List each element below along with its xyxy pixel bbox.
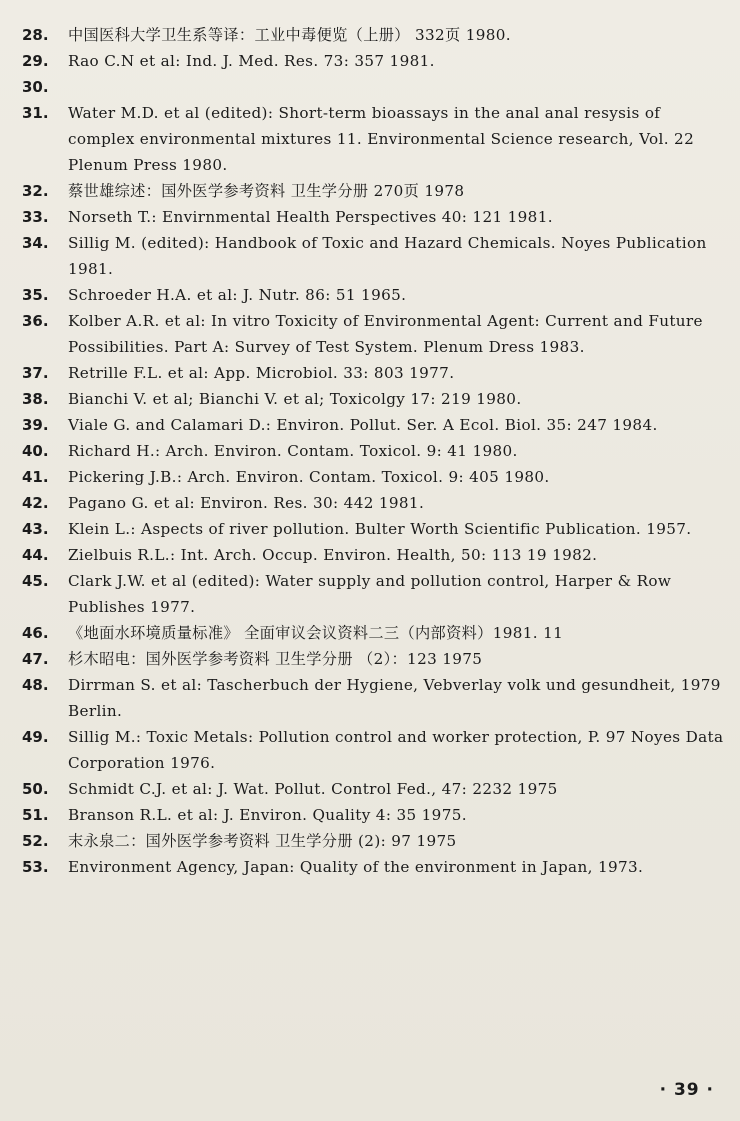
reference-number: 32. — [22, 182, 49, 200]
reference-number: 53. — [22, 858, 49, 876]
reference-text: 末永泉二：国外医学参考资料 卫生学分册 (2): 97 1975 — [68, 832, 457, 850]
reference-text: Dirrman S. et al: Tascherbuch der Hygiene, Vebverlay volk und gesundheit, 1979 Berlin. — [68, 676, 721, 720]
reference-item — [22, 828, 728, 854]
reference-text: Pagano G. et al: Environ. Res. 30: 442 1981. — [68, 494, 425, 512]
reference-text: 《地面水环境质量标准》 全面审议会议资料二三（内部资料）1981. 11 — [68, 624, 564, 642]
reference-item — [22, 542, 728, 568]
reference-number: 39. — [22, 416, 49, 434]
reference-item — [22, 412, 728, 438]
reference-text: 杉木昭电：国外医学参考资料 卫生学分册 （2）：123 1975 — [68, 650, 483, 668]
reference-text: Viale G. and Calamari D.: Environ. Pollut. Ser. A Ecol. Biol. 35: 247 1984. — [68, 416, 658, 434]
reference-number: 28. — [22, 26, 49, 44]
reference-number: 49. — [22, 728, 49, 746]
reference-item — [22, 854, 728, 880]
reference-item — [22, 776, 728, 802]
reference-number: 31. — [22, 104, 49, 122]
reference-text: Schroeder H.A. et al: J. Nutr. 86: 51 1965. — [68, 286, 407, 304]
reference-item — [22, 516, 728, 542]
reference-item — [22, 204, 728, 230]
reference-item — [22, 230, 728, 282]
reference-number: 52. — [22, 832, 49, 850]
reference-item — [22, 48, 728, 74]
reference-item — [22, 568, 728, 620]
reference-text: Clark J.W. et al (edited): Water supply and pollution control, Harper & Row Publishes 1977. — [68, 572, 672, 616]
reference-text: Water M.D. et al (edited): Short-term bioassays in the anal anal resysis of complex environmental mixtures 11. Environmental Science research, Vol. 22 Plenum Press 1980. — [68, 104, 695, 174]
reference-text: Sillig M.: Toxic Metals: Pollution control and worker protection, P. 97 Noyes Data Corporation 1976. — [68, 728, 724, 772]
reference-text: 蔡世雄综述：国外医学参考资料 卫生学分册 270页 1978 — [68, 182, 465, 200]
reference-item — [22, 464, 728, 490]
reference-text: Norseth T.: Envirnmental Health Perspectives 40: 121 1981. — [68, 208, 553, 226]
reference-text: Sillig M. (edited): Handbook of Toxic and Hazard Chemicals. Noyes Publication 1981. — [68, 234, 707, 278]
reference-number: 41. — [22, 468, 49, 486]
reference-item — [22, 386, 728, 412]
reference-text: Rao C.N et al: Ind. J. Med. Res. 73: 357 1981. — [68, 52, 435, 70]
reference-item — [22, 724, 728, 776]
reference-text: Zielbuis R.L.: Int. Arch. Occup. Environ. Health, 50: 113 19 1982. — [68, 546, 598, 564]
reference-text: Environment Agency, Japan: Quality of the environment in Japan, 1973. — [68, 858, 644, 876]
reference-list — [22, 22, 728, 880]
reference-number: 45. — [22, 572, 49, 590]
reference-number: 47. — [22, 650, 49, 668]
reference-text: Richard H.: Arch. Environ. Contam. Toxicol. 9: 41 1980. — [68, 442, 518, 460]
reference-item — [22, 360, 728, 386]
reference-number: 36. — [22, 312, 49, 330]
reference-number: 33. — [22, 208, 49, 226]
reference-number: 37. — [22, 364, 49, 382]
reference-item — [22, 74, 728, 100]
reference-number: 43. — [22, 520, 49, 538]
reference-item — [22, 178, 728, 204]
reference-item — [22, 646, 728, 672]
reference-item — [22, 282, 728, 308]
reference-number: 46. — [22, 624, 49, 642]
reference-text: Pickering J.B.: Arch. Environ. Contam. Toxicol. 9: 405 1980. — [68, 468, 550, 486]
reference-text: Kolber A.R. et al: In vitro Toxicity of Environmental Agent: Current and Future Possibilities. Part A: Survey of Test System. Plenum Dress 1983. — [68, 312, 703, 356]
reference-item — [22, 620, 728, 646]
reference-item — [22, 672, 728, 724]
reference-number: 38. — [22, 390, 49, 408]
reference-number: 48. — [22, 676, 49, 694]
reference-text: Retrille F.L. et al: App. Microbiol. 33: 803 1977. — [68, 364, 455, 382]
reference-number: 42. — [22, 494, 49, 512]
reference-text: Branson R.L. et al: J. Environ. Quality 4: 35 1975. — [68, 806, 467, 824]
reference-item — [22, 100, 728, 178]
reference-text: 中国医科大学卫生系等译：工业中毒便览（上册） 332页 1980. — [68, 26, 511, 44]
reference-item — [22, 308, 728, 360]
reference-number: 34. — [22, 234, 49, 252]
reference-number: 50. — [22, 780, 49, 798]
reference-number: 29. — [22, 52, 49, 70]
reference-number: 40. — [22, 442, 49, 460]
reference-number: 51. — [22, 806, 49, 824]
reference-number: 44. — [22, 546, 49, 564]
reference-text: Bianchi V. et al; Bianchi V. et al; Toxicolgy 17: 219 1980. — [68, 390, 522, 408]
reference-item — [22, 22, 728, 48]
reference-number: 30. — [22, 78, 49, 96]
reference-item — [22, 438, 728, 464]
reference-text: Klein L.: Aspects of river pollution. Bulter Worth Scientific Publication. 1957. — [68, 520, 692, 538]
page-number: · 39 · — [659, 1080, 714, 1100]
reference-number: 35. — [22, 286, 49, 304]
reference-text: Schmidt C.J. et al: J. Wat. Pollut. Control Fed., 47: 2232 1975 — [68, 780, 558, 798]
reference-item — [22, 802, 728, 828]
reference-item — [22, 490, 728, 516]
